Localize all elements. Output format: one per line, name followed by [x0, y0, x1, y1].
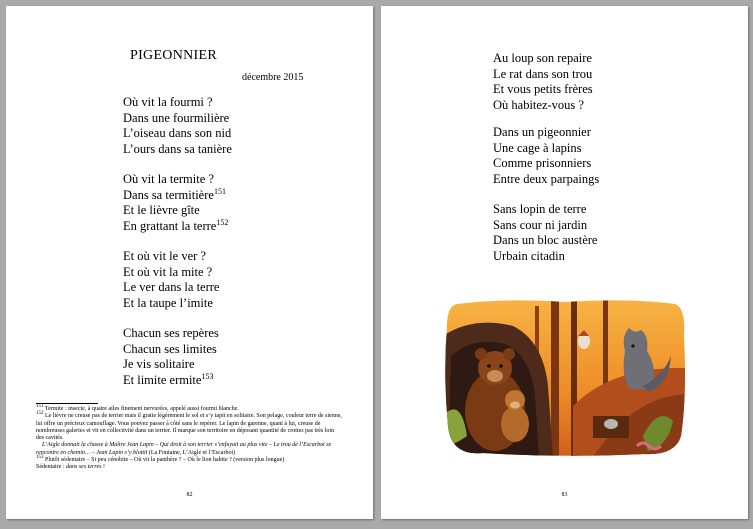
footnote-153: $^{153}$ Plutôt sédentaire – Si peu cénobite – Où vit la panthère ? – Où le lion habite ? (version plus longue): [36, 455, 285, 464]
verse-line: Chacun ses limites: [123, 341, 217, 356]
stanza-2: [123, 172, 228, 234]
stanza-7: [493, 202, 597, 264]
stanza-4: [123, 326, 219, 388]
stanza-6: [493, 125, 599, 187]
stanza-1: [123, 95, 232, 157]
animal-homes-illustration: [443, 296, 687, 457]
page-number: 82: [186, 492, 193, 498]
verse-line: Comme prisonniers: [493, 156, 592, 170]
verse-line: Où vit la fourmi ?: [123, 95, 213, 109]
footnote-ref-152[interactable]: 152: [216, 217, 229, 227]
verse-line: Le ver dans la terre: [123, 280, 220, 294]
verse-line: Et vous petits frères: [493, 82, 593, 96]
verse-line: Dans une fourmilière: [123, 110, 230, 125]
verse-line: Entre deux parpaings: [493, 171, 600, 186]
poem-date: décembre 2015: [242, 72, 304, 83]
verse-line: L’ours dans sa tanière: [123, 141, 232, 156]
verse-line: Où vit la termite ?: [123, 172, 214, 186]
footnote-ref-151[interactable]: 151: [213, 186, 226, 196]
page-number: 83: [561, 492, 568, 498]
verse-line: Et où vit la mite ?: [123, 264, 213, 279]
verse-line: Le rat dans son trou: [493, 66, 593, 81]
verse-line: L’oiseau dans son nid: [123, 126, 232, 140]
verse-line: Dans un bloc austère: [493, 233, 598, 247]
verse-line: Chacun ses repères: [123, 326, 219, 340]
footnotes: [36, 406, 342, 472]
left-page: [6, 6, 373, 519]
verse-line: Et où vit le ver ?: [123, 249, 206, 263]
verse-line: Sans cour ni jardin: [493, 217, 588, 232]
stanza-3: [123, 249, 219, 311]
footnote-151: $^{151}$ Termite : insecte, à quatre ailes finement nervurées, appelé aussi fourmi blanche.: [36, 404, 239, 412]
verse-line: Je vis solitaire: [123, 357, 195, 371]
footnote-ref-153[interactable]: 153: [201, 371, 214, 381]
verse-line: Dans sa termitière$^{151}$: [123, 186, 226, 202]
stanza-5: [493, 51, 593, 113]
verse-line: Où habitez-vous ?: [493, 97, 584, 112]
verse-line: Une cage à lapins: [493, 140, 582, 155]
verse-line: Et la taupe l’imite: [123, 295, 213, 310]
verse-line: Sans lopin de terre: [493, 202, 587, 216]
verse-line: En grattant la terre$^{152}$: [123, 217, 229, 233]
footnote-152-quote: L’Aigle donnait la chasse à Maître Jean Lapin – Qui droit à son terrier s’enfuyait au plus vite – Le trou de l’Escarbot se rencontre en chemin… – Jean Lapin s’y blottit (La Fontaine, L’Aigle et l’Escarbot): [36, 442, 332, 456]
footnote-153-note: Sédentaire : dans ses terres !: [36, 464, 105, 471]
verse-line: Au loup son repaire: [493, 51, 592, 65]
footnote-divider: [36, 403, 98, 404]
right-page: [381, 6, 748, 519]
poem-title: PIGEONNIER: [130, 48, 217, 63]
verse-line: Et limite ermite$^{153}$: [123, 371, 214, 387]
verse-line: Urbain citadin: [493, 248, 565, 263]
verse-line: Et le lièvre gîte: [123, 203, 200, 217]
footnote-152: $^{152}$ Le lièvre ne creuse pas de terrier mais il gratte légèrement le sol et s’y tapit en solitaire. Son pelage, couleur terre de sienne, lui offre un précieux camouflage. Vous pouvez passer à côté sans le repérer. Le lapin de garenne, quant à lui, creuse de nombreuses galeries et vit en collectivité dans un terrier. Il marque son territoire en déposant quantité de crottes pas très loin des cavités.: [36, 411, 342, 442]
verse-line: Dans un pigeonnier: [493, 125, 591, 139]
